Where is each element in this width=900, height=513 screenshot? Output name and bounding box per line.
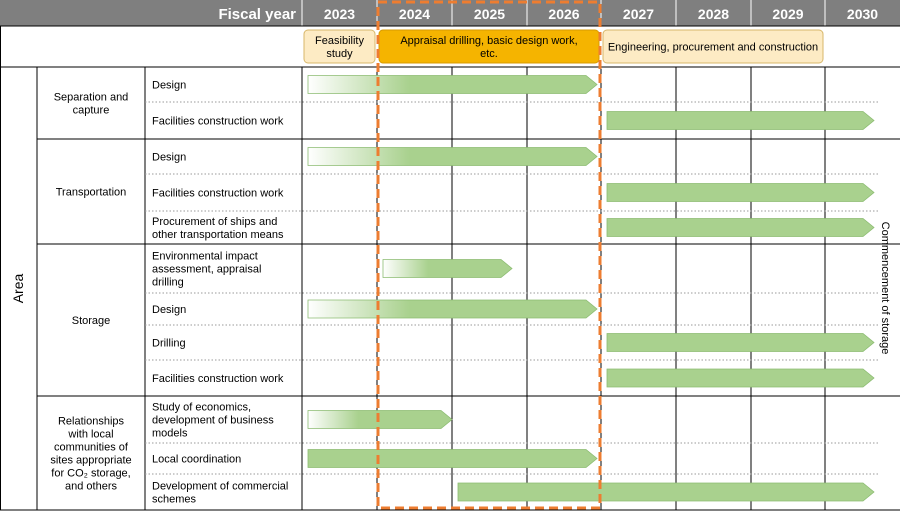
task-label-line: Study of economics,: [152, 401, 252, 414]
fiscal-year-label: Fiscal year: [218, 6, 296, 23]
task-label: [152, 480, 288, 505]
commencement-of-storage-note: Commencement of storage: [879, 221, 891, 355]
task-label: [152, 79, 186, 91]
task-label-line: development of business: [152, 414, 274, 427]
task-bar-arrow: [607, 112, 874, 130]
task-label-line: Drilling: [152, 337, 186, 350]
task-label: [152, 401, 274, 439]
task-label-line: other transportation means: [152, 228, 284, 241]
group-label-line: communities of: [54, 441, 128, 454]
task-label-line: Facilities construction work: [152, 187, 284, 200]
group-label-line: Transportation: [55, 186, 127, 199]
group-label-line: and others: [65, 480, 117, 493]
task-label-line: Environmental impact: [152, 250, 258, 263]
year-2028: 2028: [697, 6, 730, 22]
task-bar-arrow: [308, 148, 597, 166]
task-label-line: Design: [152, 151, 187, 164]
task-label: [152, 187, 284, 199]
task-label-line: models: [152, 427, 188, 440]
task-bar-arrow: [308, 300, 597, 318]
group-label-line: sites appropriate: [50, 454, 132, 467]
header-bar: [0, 0, 900, 26]
task-label-line: Local coordination: [152, 453, 242, 466]
task-bar-arrow: [607, 184, 874, 202]
task-bar-arrow: [607, 219, 874, 237]
task-label: [152, 115, 284, 127]
year-2029: 2029: [772, 6, 804, 22]
task-label-line: Facilities construction work: [152, 372, 284, 385]
phase-label-line: study: [326, 47, 353, 60]
phase-label-line: Feasibility: [315, 34, 364, 47]
task-label: [152, 304, 186, 316]
task-label: [152, 337, 186, 349]
group-label-line: Storage: [71, 314, 111, 327]
year-2026: 2026: [548, 6, 580, 22]
task-bar-arrow: [308, 76, 597, 94]
area-label: Area: [10, 273, 26, 304]
task-bar-arrow: [607, 369, 874, 387]
year-2023: 2023: [323, 6, 356, 22]
group-label: [50, 415, 131, 492]
task-label-line: assessment, appraisal: [152, 263, 262, 276]
task-label: [152, 373, 284, 385]
task-label-line: drilling: [152, 276, 184, 289]
task-bar-arrow: [308, 411, 452, 429]
year-2027: 2027: [622, 6, 655, 22]
task-label-line: Procurement of ships and: [152, 215, 278, 228]
task-label-line: Facilities construction work: [152, 115, 284, 128]
phase-label: [608, 41, 818, 53]
task-label-line: Design: [152, 303, 187, 316]
group-label-line: Relationships: [57, 415, 125, 428]
group-label-line: Separation and: [53, 91, 129, 104]
phase-label-line: Engineering, procurement and construction: [607, 41, 819, 54]
header-layer: [0, 0, 900, 26]
year-2025: 2025: [473, 6, 506, 22]
year-2024: 2024: [398, 6, 431, 22]
phase-label-line: Appraisal drilling, basic design work,: [400, 34, 578, 47]
phase-label-line: etc.: [480, 47, 498, 60]
year-2030: 2030: [846, 6, 879, 22]
group-label: [56, 186, 127, 198]
task-bar-arrow: [458, 483, 874, 501]
task-bar-arrow: [383, 260, 512, 278]
task-label: [152, 250, 261, 288]
task-label-line: Design: [152, 79, 187, 92]
task-bar-arrow: [607, 334, 874, 352]
task-label: [152, 151, 186, 163]
task-label-line: Development of commercial: [152, 480, 289, 493]
group-label: [72, 315, 111, 327]
task-label: [152, 216, 284, 241]
group-label-line: capture: [72, 104, 110, 117]
group-label: [54, 91, 129, 116]
task-bar-arrow: [308, 450, 597, 468]
group-label-line: for CO₂ storage,: [51, 467, 131, 480]
task-label-line: schemes: [152, 493, 197, 506]
task-label: [152, 453, 241, 465]
group-label-line: with local: [68, 428, 114, 441]
